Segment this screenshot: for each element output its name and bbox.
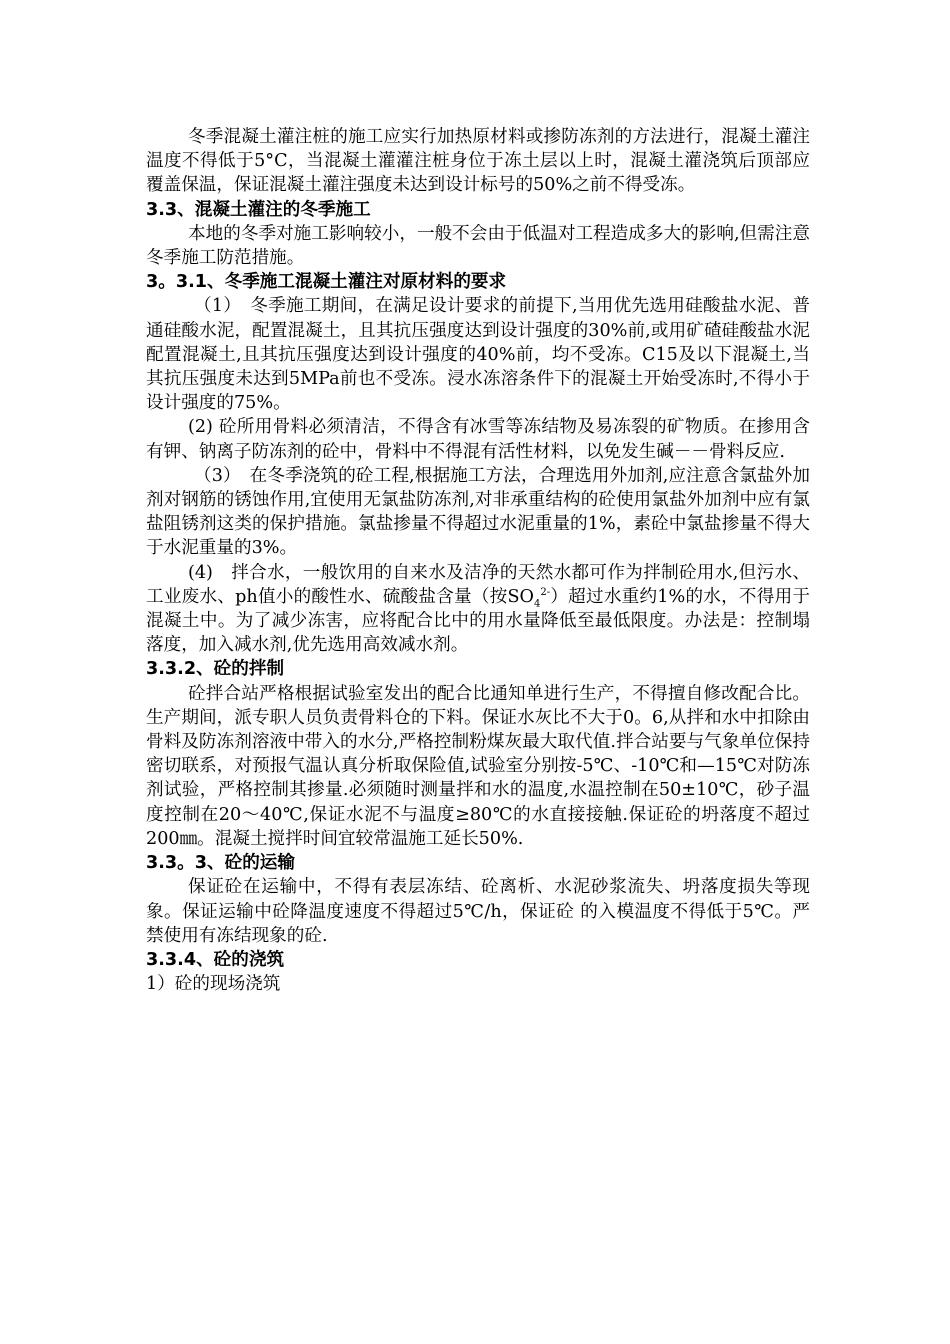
- item-4-subscript: 4: [534, 598, 541, 610]
- item-4-superscript: 2-: [540, 587, 551, 598]
- transport-paragraph: 保证砼在运输中，不得有表层冻结、砼离析、水泥砂浆流失、坍落度损失等现象。保证运输中砼降温度速度不得超过5℃/h，保证砼 的入模温度不得低于5℃。严禁使用有冻结现象的砼.: [146, 877, 810, 946]
- requirement-item-2: (2) 砼所用骨料必须清洁，不得含有冰雪等冻结物及易冻裂的矿物质。在掺用含有钾、钠离子防冻剂的砼中，骨料中不得混有活性材料，以免发生碱－－骨料反应.: [146, 417, 810, 462]
- requirement-item-1: （1） 冬季施工期间，在满足设计要求的前提下,当用优先选用硅酸盐水泥、普通硅酸水泥，配置混凝土，且其抗压强度达到设计强度的30%前,或用矿碴硅酸盐水泥配置混凝土,且其抗压强度达到设计强度的40%前，均不受冻。C15及以下混凝土,当其抗压强度未达到5MPa前也不受冻。浸水冻溶条件下的混凝土开始受冻时,不得小于设计强度的75%。: [146, 296, 810, 414]
- intro-paragraph: 冬季混凝土灌注桩的施工应实行加热原材料或掺防冻剂的方法进行，混凝土灌注温度不得低于5°C，当混凝土灌灌注桩身位于冻土层以上时，混凝土灌浇筑后顶部应覆盖保温，保证混凝土灌注强度未达到设计标号的50%之前不得受冻。: [146, 127, 810, 196]
- requirement-item-3: （3） 在冬季浇筑的砼工程,根据施工方法，合理选用外加剂,应注意含氯盐外加剂对钢筋的锈蚀作用,宜使用无氯盐防冻剂,对非承重结构的砼使用氯盐外加剂中应有氯盐阻锈剂这类的保护措施。氯盐掺量不得超过水泥重量的1%，素砼中氯盐掺量不得大于水泥重量的3%。: [146, 465, 810, 559]
- mixing-paragraph: 砼拌合站严格根据试验室发出的配合比通知单进行生产，不得擅自修改配合比。生产期间，派专职人员负责骨料仓的下料。保证水灰比不大于0。6,从拌和水中扣除由骨料及防冻剂溶液中带入的水分,严格控制粉煤灰最大取代值.拌合站要与气象单位保持密切联系，对预报气温认真分析取保险值,试验室分别按-5℃、-10℃和—15℃对防冻剂试验，严格控制其掺量.必须随时测量拌和水的温度,水温控制在50±10℃，砂子温度控制在20～40℃,保证水泥不与温度≥80℃的水直接接触.保证砼的坍落度不超过200㎜。混凝土搅拌时间宜较常温施工延长50%.: [146, 683, 810, 849]
- local-winter-paragraph: 本地的冬季对施工影响较小，一般不会由于低温对工程造成多大的影响,但需注意冬季施工防范措施。: [146, 223, 810, 269]
- section-heading-3-3: 3.3、混凝土灌注的冬季施工: [146, 199, 371, 220]
- section-heading-3-3-3: 3.3。3、砼的运输: [146, 853, 295, 874]
- section-heading-3-3-4: 3.3.4、砼的浇筑: [146, 949, 285, 970]
- item-4-text-b: ）超过水重约1%的水，不得用于混凝土中。为了减少冻害，应将配合比中的用水量降低至最低限度。办法是：控制塌落度，加入减水剂,优先选用高效减水剂。: [146, 586, 810, 656]
- section-heading-3-3-2: 3.3.2、砼的拌制: [146, 659, 285, 680]
- item-4-text-a: (4) 拌合水，一般饮用的自来水及洁净的天然水都可作为拌制砼用水,但污水、工业废水、ph值小的酸性水、硫酸盐含量（按SO: [146, 562, 810, 607]
- requirement-item-4: [146, 561, 810, 658]
- section-heading-3-3-1: 3。3.1、冬季施工混凝土灌注对原材料的要求: [146, 272, 507, 293]
- pouring-subitem: 1）砼的现场浇筑: [146, 974, 281, 995]
- document-page: [146, 125, 810, 996]
